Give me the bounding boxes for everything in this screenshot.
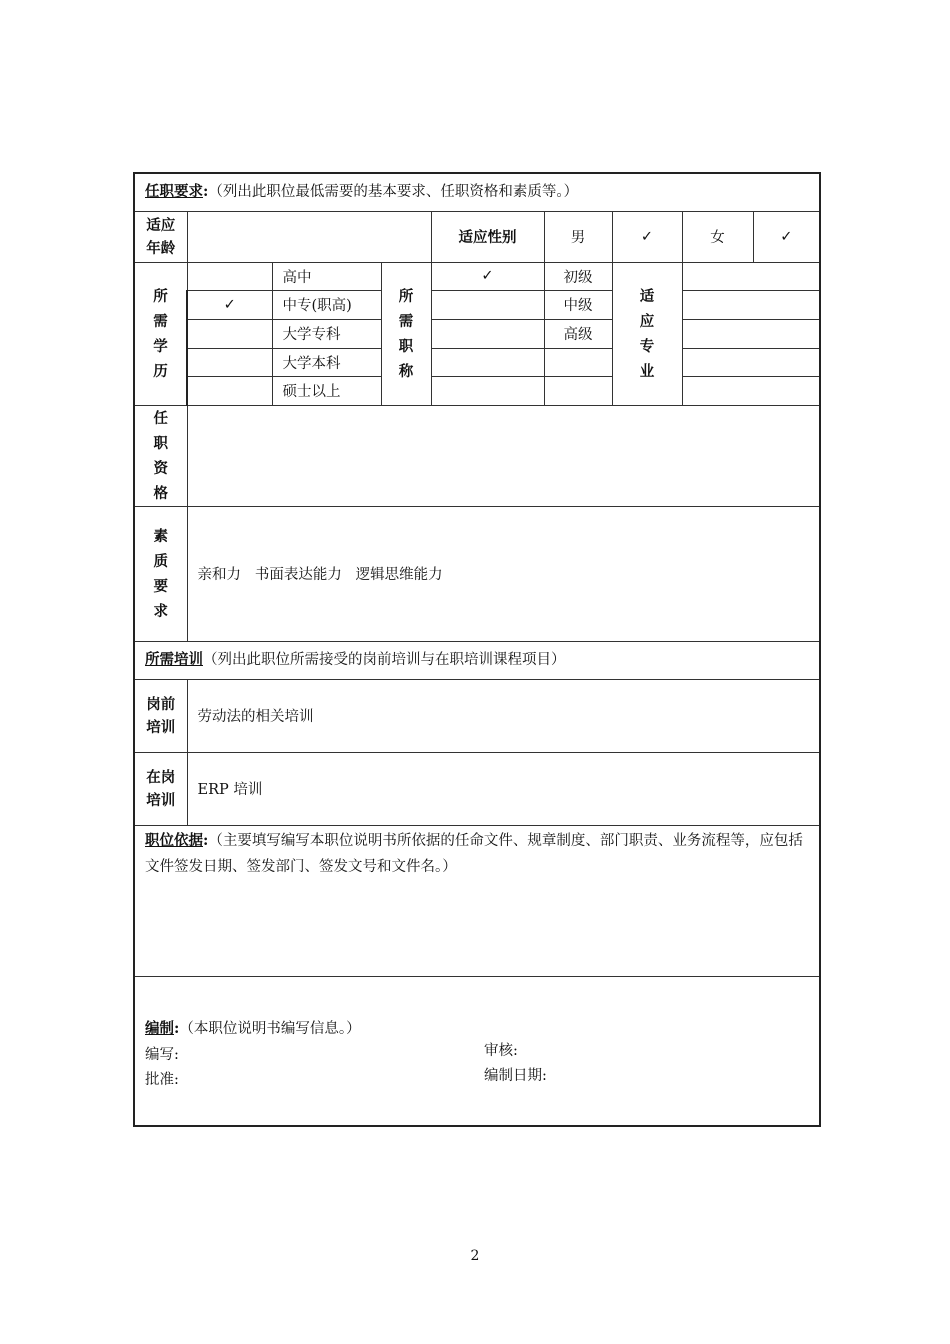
requirements-desc: （列出此职位最低需要的基本要求、任职资格和素质等。）	[208, 184, 579, 201]
education-label: 所 需 学 历	[134, 262, 187, 405]
education-level: 硕士以上	[272, 376, 381, 405]
requirements-colon: :	[203, 183, 209, 201]
gender-male-label: 男	[544, 211, 612, 262]
basis-colon: :	[203, 831, 209, 849]
training-title: 所需培训	[145, 651, 203, 668]
reviewer-label: 审核:	[484, 1042, 518, 1059]
major-value	[682, 348, 820, 376]
basis-section	[134, 825, 820, 976]
title-label: 所 需 职 称	[381, 262, 431, 405]
compile-header	[145, 1017, 361, 1038]
pre-training-value: 劳动法的相关培训	[187, 679, 820, 752]
qualification-label: 任 职 资 格	[134, 405, 187, 506]
major-value	[682, 290, 820, 319]
training-desc: （列出此职位所需接受的岗前培训与在职培训课程项目）	[203, 652, 566, 668]
title-level	[544, 376, 612, 405]
education-check	[187, 348, 272, 376]
title-level: 初级	[544, 262, 612, 290]
major-value	[682, 376, 820, 405]
compile-title: 编制	[145, 1019, 174, 1037]
onjob-training-label: 在岗 培训	[134, 752, 187, 825]
date-label: 编制日期:	[484, 1067, 547, 1084]
major-value	[682, 319, 820, 348]
compile-colon: :	[174, 1019, 180, 1037]
training-header	[134, 641, 820, 679]
basis-desc: （主要填写编写本职位说明书所依据的任命文件、规章制度、部门职责、业务流程等，应包括文件签发日期、签发部门、签发文号和文件名。）	[145, 832, 803, 875]
gender-female-label: 女	[682, 211, 753, 262]
major-value	[682, 262, 820, 290]
requirements-table	[133, 172, 821, 1127]
title-level: 高级	[544, 319, 612, 348]
title-check	[431, 319, 544, 348]
job-requirements-form	[133, 172, 819, 1125]
title-check	[431, 348, 544, 376]
education-check: ✓	[187, 290, 272, 319]
education-level: 大学本科	[272, 348, 381, 376]
page-number: 2	[470, 1248, 480, 1264]
approver-label: 批准:	[145, 1071, 179, 1088]
age-value	[187, 211, 431, 262]
title-level	[544, 348, 612, 376]
requirements-header	[134, 173, 820, 211]
gender-female-check: ✓	[753, 211, 820, 262]
writer-label: 编写:	[145, 1046, 179, 1063]
education-level: 高中	[272, 262, 381, 290]
pre-training-label: 岗前 培训	[134, 679, 187, 752]
quality-value: 亲和力 书面表达能力 逻辑思维能力	[187, 506, 820, 641]
title-check	[431, 376, 544, 405]
education-level: 大学专科	[272, 319, 381, 348]
gender-male-check: ✓	[612, 211, 682, 262]
onjob-training-value: ERP 培训	[187, 752, 820, 825]
education-level: 中专(职高)	[272, 290, 381, 319]
compile-desc: （本职位说明书编写信息。）	[179, 1020, 361, 1037]
quality-label: 素 质 要 求	[134, 506, 187, 641]
basis-title: 职位依据	[145, 831, 203, 849]
compile-section	[134, 976, 820, 1126]
education-check	[187, 262, 272, 290]
age-label: 适应 年龄	[134, 211, 187, 262]
gender-label: 适应性别	[431, 211, 544, 262]
title-check	[431, 290, 544, 319]
education-check	[187, 376, 272, 405]
title-level: 中级	[544, 290, 612, 319]
requirements-title: 任职要求	[145, 183, 203, 201]
qualification-value	[187, 405, 820, 506]
education-check	[187, 319, 272, 348]
title-check: ✓	[431, 262, 544, 290]
major-label: 适 应 专 业	[612, 262, 682, 405]
